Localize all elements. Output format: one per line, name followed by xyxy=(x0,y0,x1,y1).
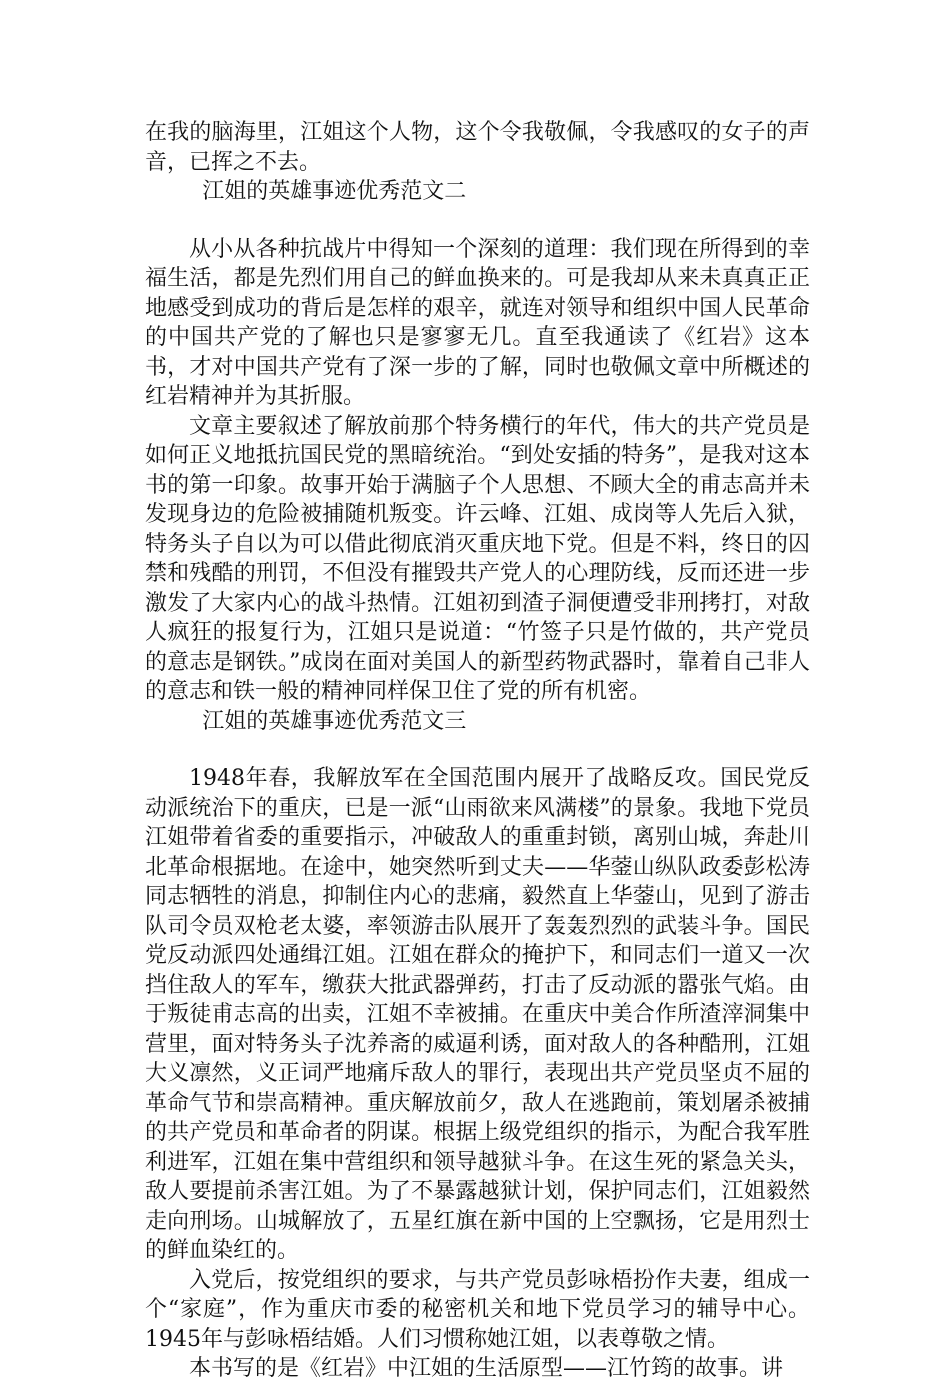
paragraph-3-3: 本书写的是《红岩》中江姐的生活原型——江竹筠的故事。讲 xyxy=(189,1356,784,1381)
section-heading-3: 江姐的英雄事迹优秀范文三 xyxy=(202,708,467,734)
paragraph-2-1: 从小从各种抗战片中得知一个深刻的道理：我们现在所得到的幸福生活，都是先烈们用自己的鲜血换来的。可是我却从来未真真正正地感受到成功的背后是怎样的艰辛，就连对领导和组织中国人民革命的中国共产党的了解也只是寥寥无几。直至我通读了《红岩》这本书，才对中国共产党有了深一步的了解，同时也敬佩文章中所概述的红岩精神并为其折服。 xyxy=(145,236,810,409)
paragraph-intro-tail: 在我的脑海里，江姐这个人物，这个令我敬佩，令我感叹的女子的声音，已挥之不去。 xyxy=(145,120,810,175)
paragraph-3-2: 入党后，按党组织的要求，与共产党员彭咏梧扮作夫妻，组成一个“家庭”，作为重庆市委的秘密机关和地下党员学习的辅导中心。1945年与彭咏梧结婚。人们习惯称她江姐，以表尊敬之情。 xyxy=(145,1267,810,1352)
section-spacer xyxy=(145,207,810,235)
document-body xyxy=(145,118,810,1384)
paragraph-3-1: 1948年春，我解放军在全国范围内展开了战略反攻。国民党反动派统治下的重庆，已是一派“山雨欲来风满楼”的景象。我地下党员江姐带着省委的重要指示，冲破敌人的重重封锁，离别山城，奔赴川北革命根据地。在途中，她突然听到丈夫——华蓥山纵队政委彭松涛同志牺牲的消息，抑制住内心的悲痛，毅然直上华蓥山，见到了游击队司令员双枪老太婆，率领游击队展开了轰轰烈烈的武装斗争。国民党反动派四处通缉江姐。江姐在群众的掩护下，和同志们一道又一次挡住敌人的军车，缴获大批武器弹药，打击了反动派的嚣张气焰。由于叛徒甫志高的出卖，江姐不幸被捕。在重庆中美合作所渣滓洞集中营里，面对特务头子沈养斋的威逼利诱，面对敌人的各种酷刑，江姐大义凛然，义正词严地痛斥敌人的罪行，表现出共产党员坚贞不屈的革命气节和崇高精神。重庆解放前夕，敌人在逃跑前，策划屠杀被捕的共产党员和革命者的阴谋。根据上级党组织的指示，为配合我军胜利进军，江姐在集中营组织和领导越狱斗争。在这生死的紧急关头，敌人要提前杀害江姐。为了不暴露越狱计划，保护同志们，江姐毅然走向刑场。山城解放了，五星红旗在新中国的上空飘扬，它是用烈士的鲜血染红的。 xyxy=(145,766,810,1263)
section-heading-2: 江姐的英雄事迹优秀范文二 xyxy=(202,179,467,204)
section-spacer xyxy=(145,736,810,764)
paragraph-2-2: 文章主要叙述了解放前那个特务横行的年代，伟大的共产党员是如何正义地抵抗国民党的黑暗统治。“到处安插的特务”，是我对这本书的第一印象。故事开始于满脑子个人思想、不顾大全的甫志高并未发现身边的危险被捕随机叛变。许云峰、江姐、成岗等人先后入狱，特务头子自以为可以借此彻底消灭重庆地下党。但是不料，终日的囚禁和残酷的刑罚，不但没有摧毁共产党人的心理防线，反而还进一步激发了大家内心的战斗热情。江姐初到渣子洞便遭受非刑拷打，对敌人疯狂的报复行为，江姐只是说道：“竹签子只是竹做的，共产党员的意志是钢铁。”成岗在面对美国人的新型药物武器时，靠着自己非人的意志和铁一般的精神同样保卫住了党的所有机密。 xyxy=(145,413,810,704)
